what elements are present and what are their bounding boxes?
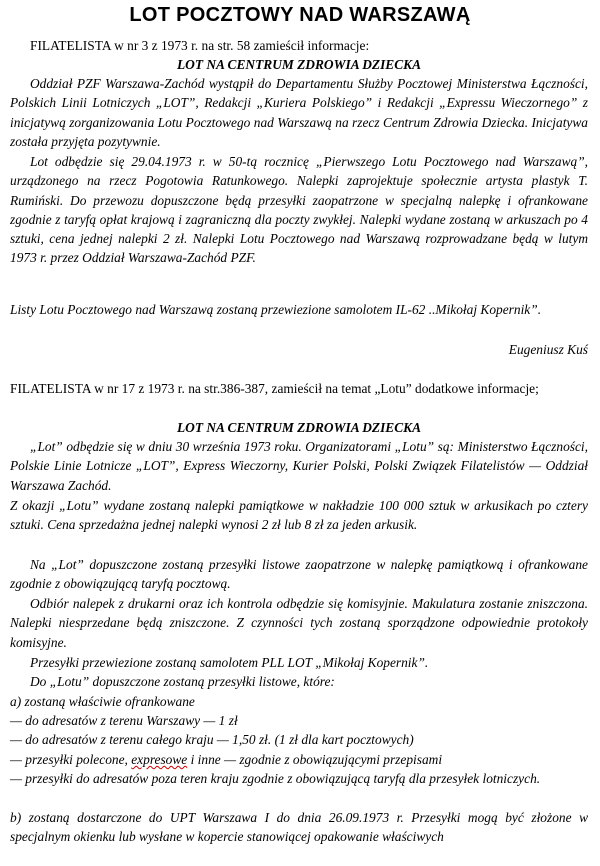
article1-paragraph-2: Lot odbędzie się 29.04.1973 r. w 50-tą rocznicę „Pierwszego Lotu Pocztowego nad Warszawą”, urządzonego na rzecz Pogotowia Ratunkowego. Nalepki zaprojektuje społecznie artysta plastyk T. Rumiński. Do przewozu dopuszczone będą przesyłki zaopatrzone w specjalną nalepkę i ofrankowane zgodnie z taryfą opłat krajową i zagraniczną dla poczty zwykłej. Nalepki wydane zostaną w arkuszach po 4 sztuki, cena jednej nalepki 2 zł. Nalepki Lotu Pocztowego nad Warszawą rozprowadzane będą w lutym 1973 r. przez Oddział Warszawa-Zachód PZF. <box>10 154 588 266</box>
article2-paragraph-1: „Lot” odbędzie się w dniu 30 września 1973 roku. Organizatorami „Lotu” są: Ministerstwo Łączności, Polskie Linie Lotnicze „LOT”, Express Wieczorny, Kurier Polski, Polski Związek Filatelistów — Oddział Warszawa Zachód. <box>10 439 588 493</box>
spellcheck-word: expresowe <box>131 752 188 767</box>
article2-item-b: b) zostaną dostarczone do UPT Warszawa I do dnia 26.09.1973 r. Przesyłki mogą być złożone w specjalnym okienku lub wysłane w kopercie stanowiącej opakowanie właściwych <box>10 810 588 845</box>
article1-intro: FILATELISTA w nr 3 z 1973 r. na str. 58 zamieścił informacje: <box>30 38 370 53</box>
article1-heading: LOT NA CENTRUM ZDROWIA DZIECKA <box>176 57 422 72</box>
article2-paragraph-4: Odbiór nalepek z drukarni oraz ich kontrola odbędzie się komisyjnie. Makulatura zostanie zniszczona. Nalepki niesprzedane będą zniszczone. Z czynności tych zostaną sporządzone odpowiednie protokoły komisyjne. <box>10 596 588 650</box>
article2-dash-2: — do adresatów z terenu całego kraju — 1,50 zł. (1 zł dla kart pocztowych) <box>10 732 414 747</box>
article2-paragraph-5: Przesyłki przewiezione zostaną samolotem PLL LOT „Mikołaj Kopernik”. <box>30 655 429 670</box>
article1-paragraph-3: Listy Lotu Pocztowego nad Warszawą zostaną przewiezione samolotem IL-62 ..Mikołaj Kopernik”. <box>10 302 542 317</box>
article2-paragraph-6: Do „Lotu” dopuszczone zostaną przesyłki listowe, które: <box>30 674 335 689</box>
article2-heading: LOT NA CENTRUM ZDROWIA DZIECKA <box>176 420 422 435</box>
article1-author: Eugeniusz Kuś <box>508 342 588 357</box>
article2-paragraph-2: Z okazji „Lotu” wydane zostaną nalepki pamiątkowe w nakładzie 100 000 sztuk w arkusikach po cztery sztuki. Cena sprzedażna jednej nalepki wynosi 2 zł lub 8 zł za jeden arkusik. <box>10 498 588 533</box>
dash3-suffix: i inne — zgodnie z obowiązującymi przepisami <box>187 752 443 767</box>
page-title: LOT POCZTOWY NAD WARSZAWĄ <box>129 4 471 26</box>
article2-item-a: a) zostaną właściwie ofrankowane <box>10 694 195 709</box>
article2-dash-4: — przesyłki do adresatów poza teren kraju zgodnie z obowiązującą taryfą dla przesyłek lotniczych. <box>10 771 541 786</box>
article2-intro: FILATELISTA w nr 17 z 1973 r. na str.386-387, zamieścił na temat „Lotu” dodatkowe informacje; <box>10 381 539 396</box>
article2-dash-1: — do adresatów z terenu Warszawy — 1 zł <box>10 713 238 728</box>
article2-paragraph-3: Na „Lot” dopuszczone zostaną przesyłki listowe zaopatrzone w nalepkę pamiątkową i ofrankowane zgodnie z obowiązującą taryfą pocztową. <box>10 557 588 592</box>
article1-paragraph-1: Oddział PZF Warszawa-Zachód wystąpił do Departamentu Służby Pocztowej Ministerstwa Łączności, Polskich Linii Lotniczych „LOT”, Redakcji „Kuriera Polskiego” i Redakcji „Expressu Wieczornego” z inicjatywą zorganizowania Lotu Pocztowego nad Warszawą na rzecz Centrum Zdrowia Dziecka. Inicjatywa została przyjęta pozytywnie. <box>10 76 588 149</box>
dash3-prefix: — przesyłki polecone, <box>10 752 132 767</box>
article2-dash-3 <box>10 750 588 769</box>
